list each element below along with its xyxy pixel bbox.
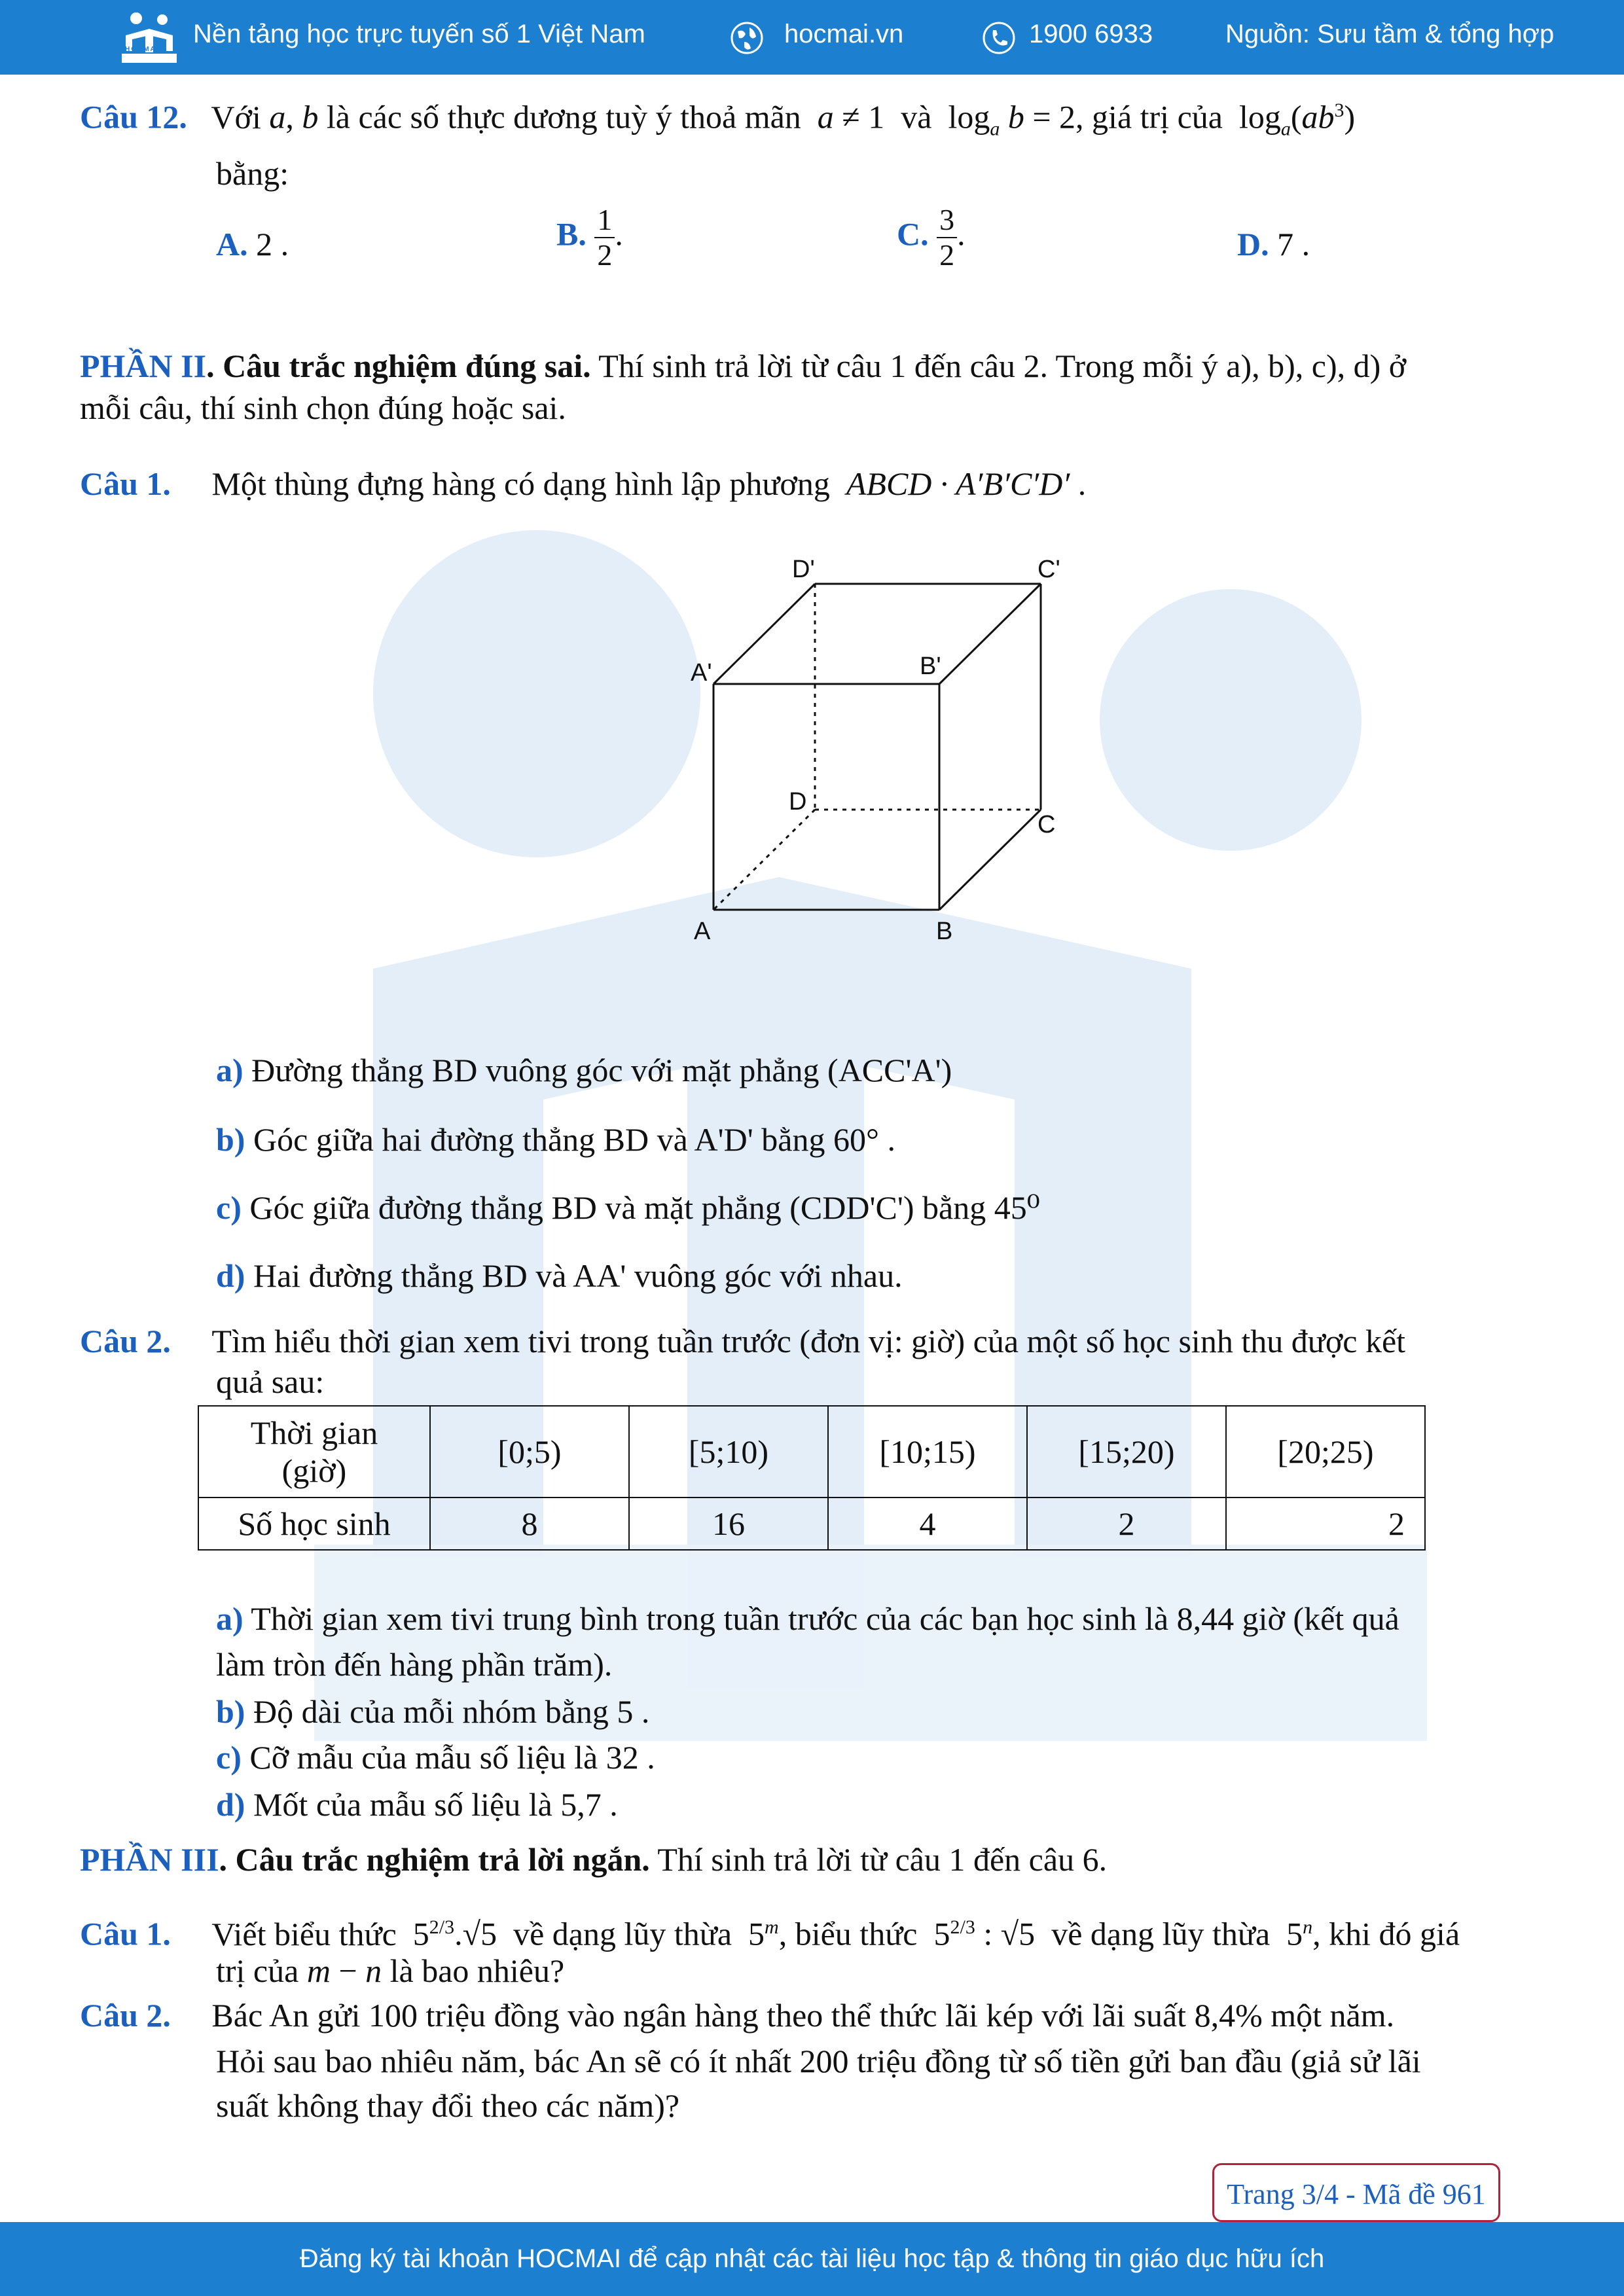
label-c1: C': [1038, 556, 1060, 583]
label-d1: D': [792, 556, 815, 583]
table-cell: 2: [1027, 1498, 1226, 1550]
footer-banner[interactable]: Đăng ký tài khoản HOCMAI để cập nhật các tài liệu học tập & thông tin giáo dục hữu ích: [0, 2222, 1624, 2296]
p3-q1-line2: trị của m − n là bao nhiêu?: [216, 1952, 565, 1989]
p2-q2-statement-c: c) Cỡ mẫu của mẫu số liệu là 32 .: [216, 1739, 655, 1776]
table-cell: 8: [430, 1498, 629, 1550]
q12-option-d: D. 7 .: [1237, 226, 1310, 262]
label-b: B: [936, 918, 953, 945]
q12-option-a: A. 2 .: [216, 226, 289, 262]
hotline[interactable]: 1900 6933: [1029, 20, 1153, 48]
platform-slogan: Nền tảng học trực tuyến số 1 Việt Nam: [193, 20, 645, 48]
p2-q2-line1: Câu 2. Tìm hiểu thời gian xem tivi trong tuần trước (đơn vị: giờ) của một số học sinh thu được kết: [80, 1323, 1406, 1359]
p2-q1-statement-c: c) Góc giữa đường thẳng BD và mặt phẳng (CDD'C') bằng 45⁰: [216, 1189, 1040, 1226]
p2-q1-statement-d: d) Hai đường thẳng BD và AA' vuông góc với nhau.: [216, 1257, 903, 1294]
table-row: [198, 1498, 1425, 1550]
top-banner: [0, 0, 1624, 75]
p2-q2-line2: quả sau:: [216, 1363, 325, 1400]
hocmai-logo-icon: [118, 9, 181, 65]
table-row: [198, 1406, 1425, 1498]
p3-q2-line1: Câu 2. Bác An gửi 100 triệu đồng vào ngân hàng theo thể thức lãi kép với lãi suất 8,4% một năm.: [80, 1997, 1395, 2034]
table-row-label: Số học sinh: [198, 1498, 430, 1550]
table-cell: [20;25): [1226, 1406, 1425, 1498]
table-cell: 16: [629, 1498, 828, 1550]
cube-figure: [681, 550, 1106, 956]
p2-q2-statement-d: d) Mốt của mẫu số liệu là 5,7 .: [216, 1786, 618, 1823]
p2-q2-statement-a: a) Thời gian xem tivi trung bình trong tuần trước của các bạn học sinh là 8,44 giờ (kết quả: [216, 1600, 1399, 1637]
label-b1: B': [920, 653, 941, 680]
frequency-table: [198, 1405, 1426, 1551]
website-link[interactable]: hocmai.vn: [784, 20, 904, 48]
label-d: D: [789, 788, 807, 816]
part3-heading: PHẦN III. Câu trắc nghiệm trả lời ngắn. Thí sinh trả lời từ câu 1 đến câu 6.: [80, 1841, 1108, 1878]
label-a: A: [694, 918, 711, 945]
q12-option-c: C. $\frac{3}{2}$ .: [897, 203, 965, 272]
globe-icon: [730, 21, 764, 55]
page-info-badge: Trang 3/4 - Mã đề 961: [1212, 2163, 1500, 2222]
part2-heading-line2: mỗi câu, thí sinh chọn đúng hoặc sai.: [80, 389, 566, 426]
table-cell: [15;20): [1027, 1406, 1226, 1498]
q12-label: Câu 12.: [80, 98, 187, 135]
q12-option-b: B. $\frac{1}{2}$ .: [556, 203, 623, 272]
source-note: Nguồn: Sưu tầm & tổng hợp: [1225, 20, 1555, 48]
part2-heading: PHẦN II. Câu trắc nghiệm đúng sai. Thí sinh trả lời từ câu 1 đến câu 2. Trong mỗi ý a), b), c), d) ở: [80, 348, 1407, 384]
p2-q2-statement-b: b) Độ dài của mỗi nhóm bằng 5 .: [216, 1693, 650, 1730]
table-cell: [10;15): [828, 1406, 1027, 1498]
label-c: C: [1038, 811, 1056, 838]
table-cell: 2: [1226, 1498, 1425, 1550]
label-a1: A': [691, 659, 712, 687]
p3-q2-line2: Hỏi sau bao nhiêu năm, bác An sẽ có ít nhất 200 triệu đồng từ số tiền gửi ban đầu (giả sử lãi: [216, 2043, 1421, 2079]
phone-icon: [982, 21, 1016, 55]
p2-q1-statement-b: b) Góc giữa hai đường thẳng BD và A'D' bằng 60° .: [216, 1121, 895, 1158]
table-cell: [0;5): [430, 1406, 629, 1498]
table-header-label: Thời gian (giờ): [198, 1406, 430, 1498]
table-cell: [5;10): [629, 1406, 828, 1498]
table-cell: 4: [828, 1498, 1027, 1550]
p3-q2-line3: suất không thay đổi theo các năm)?: [216, 2087, 680, 2124]
q12-line2: bằng:: [216, 155, 289, 192]
p2-q1-line: Câu 1. Một thùng đựng hàng có dạng hình lập phương ABCD · A′B′C′D′ .: [80, 465, 1087, 502]
logo-text: HOCMAI: [125, 46, 160, 53]
q12-line1: Câu 12. Với a, b là các số thực dương tuỳ ý thoả mãn a ≠ 1 và $\log_a b = 2$, giá trị của $\log_a(ab^3)$: [80, 98, 1356, 140]
p2-q1-statement-a: a) Đường thẳng BD vuông góc với mặt phẳng (ACC'A'): [216, 1052, 952, 1088]
p3-q1-line1: Câu 1. Viết biểu thức $5^{2/3}.√5$ về dạng lũy thừa 5$^m$, biểu thức $5^{2/3}$ : √5 về dạng lũy thừa 5$^n$, khi đó giá: [80, 1915, 1460, 1952]
p2-q2-statement-a-cont: làm tròn đến hàng phần trăm).: [216, 1646, 613, 1683]
